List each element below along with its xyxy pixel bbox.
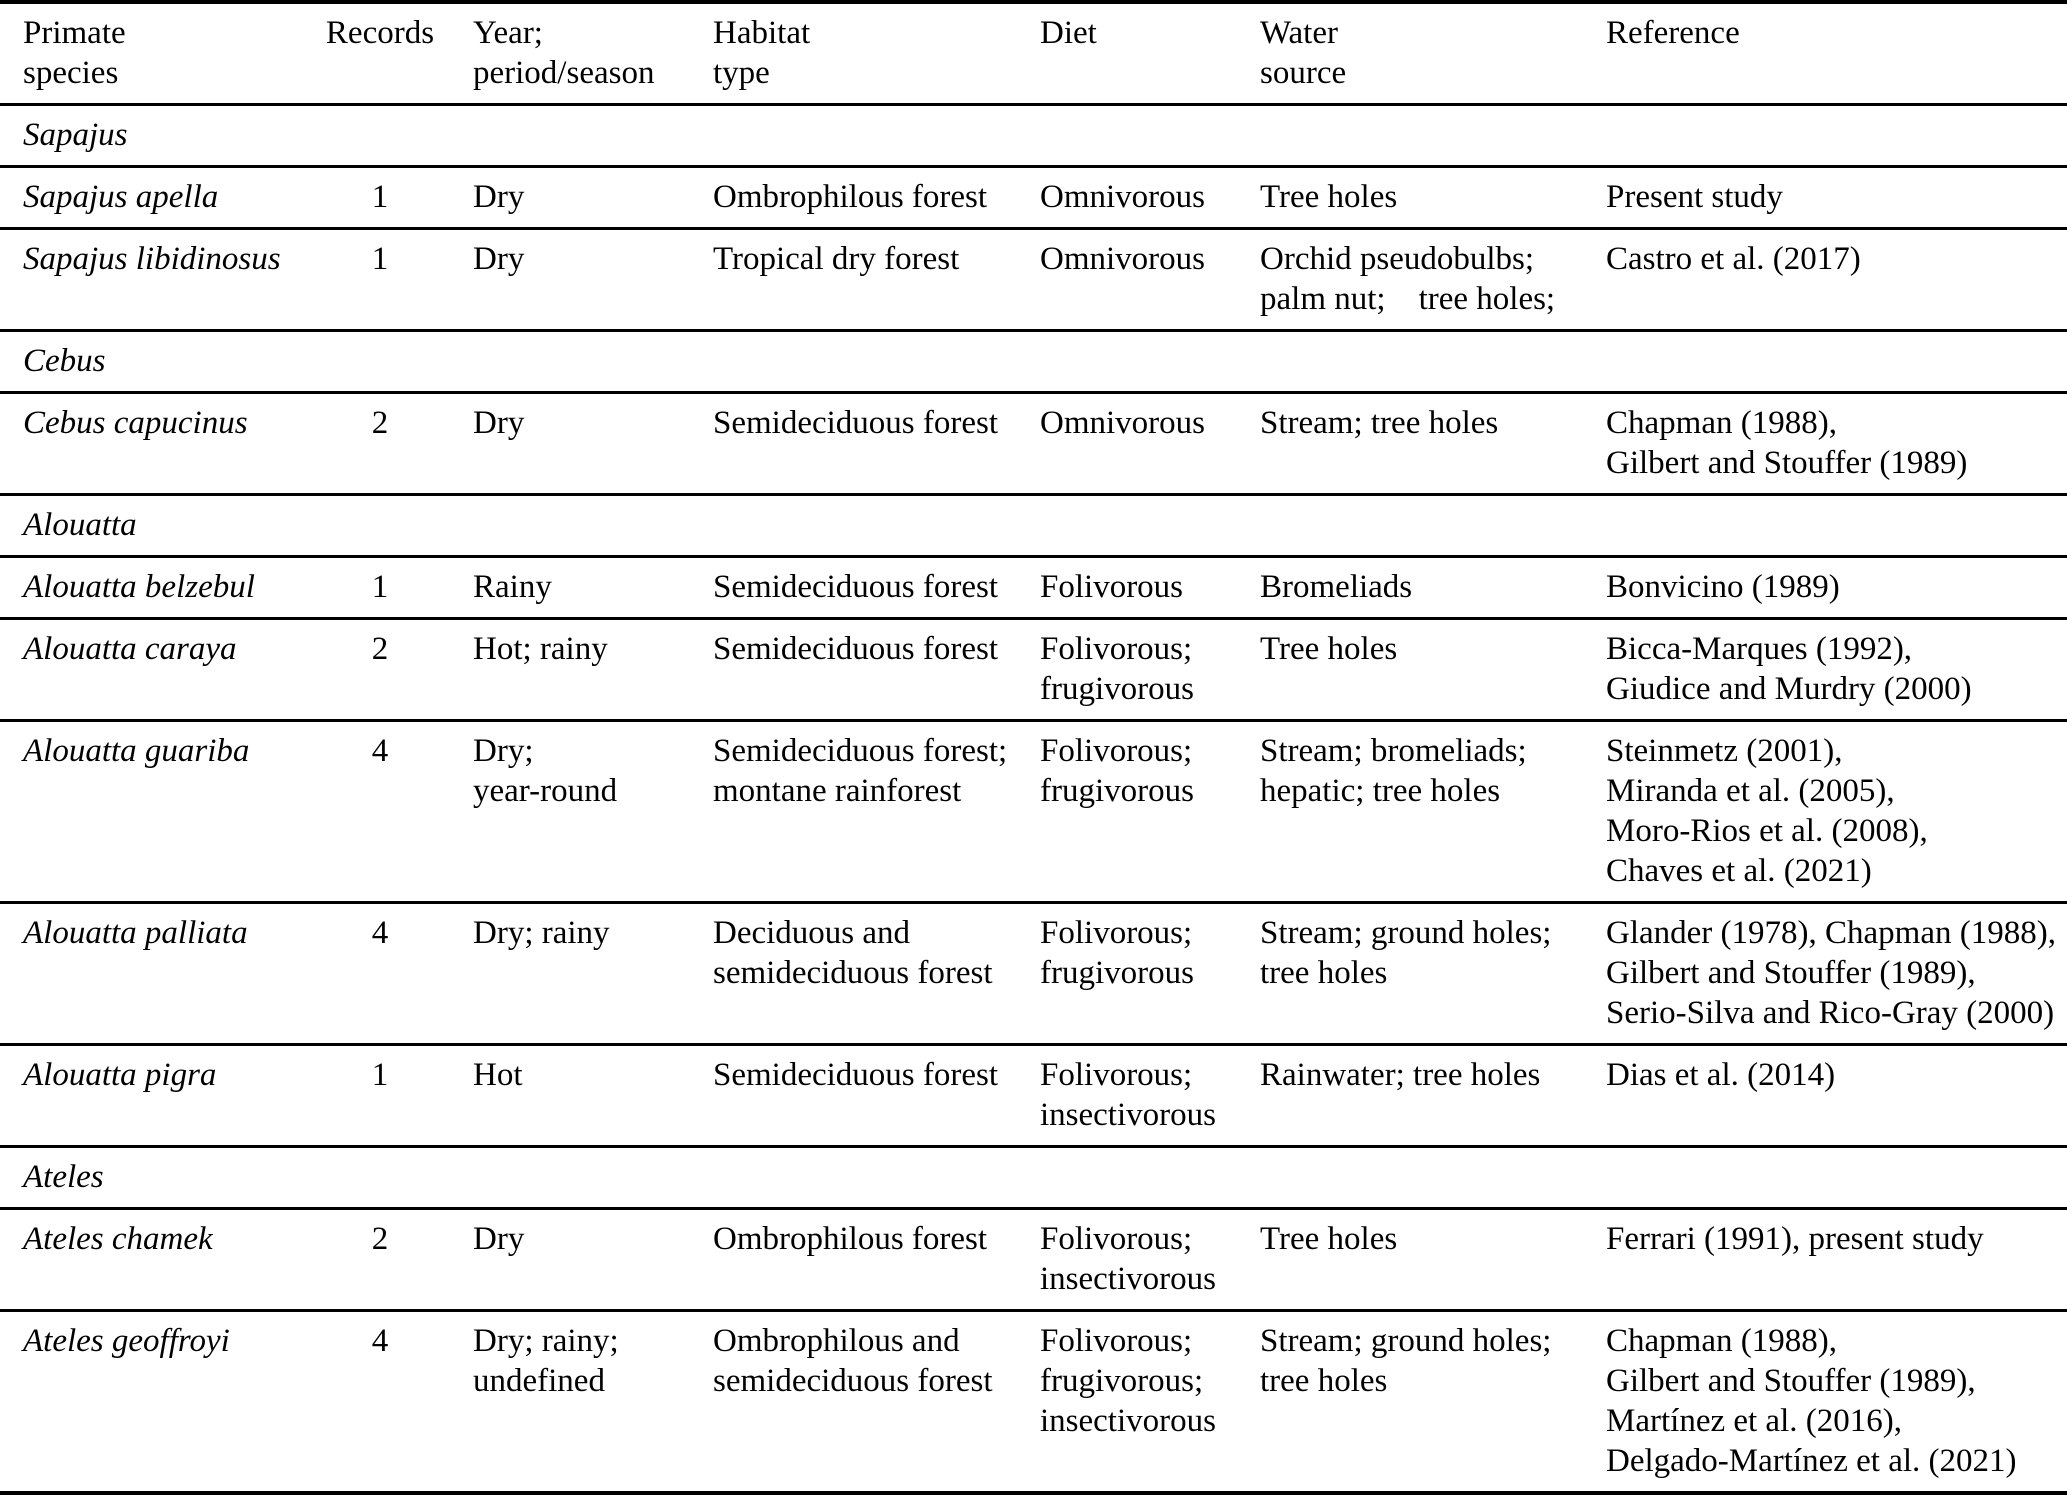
cell-diet: Omnivorous bbox=[1040, 179, 1205, 215]
cell-records: 2 bbox=[371, 631, 389, 667]
species-row bbox=[0, 1311, 2067, 1494]
species-row bbox=[0, 1045, 2067, 1147]
genus-row bbox=[0, 105, 2067, 167]
species-row bbox=[0, 1209, 2067, 1311]
cell-reference: Ferrari (1991), present study bbox=[1606, 1221, 1984, 1257]
col-header-water: Water source bbox=[1260, 15, 1347, 91]
cell-diet: Folivorous bbox=[1040, 569, 1184, 605]
cell-species-name: Alouatta guariba bbox=[23, 733, 250, 769]
cell-year: Dry bbox=[473, 1221, 525, 1257]
cell-records: 4 bbox=[371, 915, 389, 951]
cell-water: Stream; ground holes; tree holes bbox=[1260, 1323, 1552, 1399]
cell-habitat: Deciduous and semideciduous forest bbox=[713, 915, 993, 991]
cell-reference: Bicca-Marques (1992), Giudice and Murdry (2000) bbox=[1606, 631, 1972, 707]
cell-water: Stream; tree holes bbox=[1260, 405, 1499, 441]
cell-water: Tree holes bbox=[1260, 1221, 1398, 1257]
cell-year: Rainy bbox=[473, 569, 552, 605]
cell-reference: Bonvicino (1989) bbox=[1606, 569, 1840, 605]
table-header bbox=[0, 2, 2067, 105]
cell-reference: Steinmetz (2001), Miranda et al. (2005), Moro-Rios et al. (2008), Chaves et al. (2021) bbox=[1606, 733, 1928, 889]
cell-habitat: Semideciduous forest bbox=[713, 405, 999, 441]
cell-diet: Omnivorous bbox=[1040, 405, 1205, 441]
cell-water: Stream; ground holes; tree holes bbox=[1260, 915, 1552, 991]
cell-reference: Present study bbox=[1606, 179, 1783, 215]
col-header-diet: Diet bbox=[1040, 15, 1097, 51]
cell-species-name: Sapajus apella bbox=[23, 179, 219, 215]
cell-species-name: Alouatta palliata bbox=[23, 915, 248, 951]
col-header-year: Year; period/season bbox=[473, 15, 655, 91]
genus-row bbox=[0, 1147, 2067, 1209]
cell-year: Dry; rainy bbox=[473, 915, 610, 951]
cell-water: Orchid pseudobulbs; palm nut; tree holes; bbox=[1260, 241, 1556, 317]
cell-reference: Dias et al. (2014) bbox=[1606, 1057, 1836, 1093]
cell-records: 2 bbox=[371, 1221, 389, 1257]
species-row bbox=[0, 721, 2067, 903]
cell-habitat: Semideciduous forest; montane rainforest bbox=[713, 733, 1008, 809]
cell-water: Bromeliads bbox=[1260, 569, 1413, 605]
cell-year: Dry; rainy; undefined bbox=[473, 1323, 619, 1399]
cell-habitat: Semideciduous forest bbox=[713, 631, 999, 667]
cell-species-name: Alouatta belzebul bbox=[23, 569, 255, 605]
genus-label: Sapajus bbox=[23, 117, 128, 153]
species-row bbox=[0, 167, 2067, 229]
cell-reference: Castro et al. (2017) bbox=[1606, 241, 1861, 277]
cell-habitat: Tropical dry forest bbox=[713, 241, 960, 277]
genus-row bbox=[0, 495, 2067, 557]
genus-row bbox=[0, 331, 2067, 393]
cell-diet: Folivorous; frugivorous bbox=[1040, 915, 1194, 991]
genus-label: Cebus bbox=[23, 343, 106, 379]
cell-diet: Folivorous; frugivorous; insectivorous bbox=[1040, 1323, 1216, 1439]
species-row bbox=[0, 619, 2067, 721]
cell-year: Dry bbox=[473, 179, 525, 215]
cell-species-name: Ateles chamek bbox=[23, 1221, 213, 1257]
cell-diet: Folivorous; insectivorous bbox=[1040, 1221, 1216, 1297]
table-body bbox=[0, 105, 2067, 1494]
species-row bbox=[0, 557, 2067, 619]
cell-year: Dry; year-round bbox=[473, 733, 618, 809]
cell-reference: Glander (1978), Chapman (1988), Gilbert and Stouffer (1989), Serio-Silva and Rico-Gray (2000) bbox=[1606, 915, 2056, 1031]
cell-year: Dry bbox=[473, 241, 525, 277]
cell-records: 4 bbox=[371, 1323, 389, 1359]
cell-diet: Folivorous; frugivorous bbox=[1040, 631, 1194, 707]
cell-records: 2 bbox=[371, 405, 389, 441]
species-row bbox=[0, 229, 2067, 331]
cell-species-name: Ateles geoffroyi bbox=[23, 1323, 230, 1359]
cell-reference: Chapman (1988), Gilbert and Stouffer (1989) bbox=[1606, 405, 1968, 481]
col-header-species: Primate species bbox=[23, 15, 126, 91]
cell-habitat: Ombrophilous and semideciduous forest bbox=[713, 1323, 993, 1399]
cell-reference: Chapman (1988), Gilbert and Stouffer (1989), Martínez et al. (2016), Delgado-Martínez et al. (2021) bbox=[1606, 1323, 2017, 1479]
col-header-habitat: Habitat type bbox=[713, 15, 811, 91]
col-header-reference: Reference bbox=[1606, 15, 1740, 51]
species-row bbox=[0, 903, 2067, 1045]
cell-water: Tree holes bbox=[1260, 179, 1398, 215]
cell-records: 1 bbox=[371, 241, 389, 277]
cell-water: Tree holes bbox=[1260, 631, 1398, 667]
cell-diet: Folivorous; insectivorous bbox=[1040, 1057, 1216, 1133]
cell-records: 1 bbox=[371, 179, 389, 215]
cell-habitat: Semideciduous forest bbox=[713, 1057, 999, 1093]
col-header-records: Records bbox=[325, 15, 435, 51]
cell-water: Stream; bromeliads; hepatic; tree holes bbox=[1260, 733, 1527, 809]
cell-year: Hot; rainy bbox=[473, 631, 608, 667]
cell-year: Hot bbox=[473, 1057, 523, 1093]
cell-records: 1 bbox=[371, 1057, 389, 1093]
genus-label: Alouatta bbox=[23, 507, 137, 543]
cell-species-name: Sapajus libidinosus bbox=[23, 241, 281, 277]
cell-habitat: Ombrophilous forest bbox=[713, 1221, 988, 1257]
cell-habitat: Semideciduous forest bbox=[713, 569, 999, 605]
cell-species-name: Alouatta pigra bbox=[23, 1057, 217, 1093]
header-row bbox=[0, 2, 2067, 105]
cell-species-name: Alouatta caraya bbox=[23, 631, 237, 667]
genus-label: Ateles bbox=[23, 1159, 104, 1195]
cell-year: Dry bbox=[473, 405, 525, 441]
cell-diet: Folivorous; frugivorous bbox=[1040, 733, 1194, 809]
cell-species-name: Cebus capucinus bbox=[23, 405, 248, 441]
cell-water: Rainwater; tree holes bbox=[1260, 1057, 1541, 1093]
species-row bbox=[0, 393, 2067, 495]
cell-habitat: Ombrophilous forest bbox=[713, 179, 988, 215]
cell-records: 4 bbox=[371, 733, 389, 769]
cell-diet: Omnivorous bbox=[1040, 241, 1205, 277]
cell-records: 1 bbox=[371, 569, 389, 605]
